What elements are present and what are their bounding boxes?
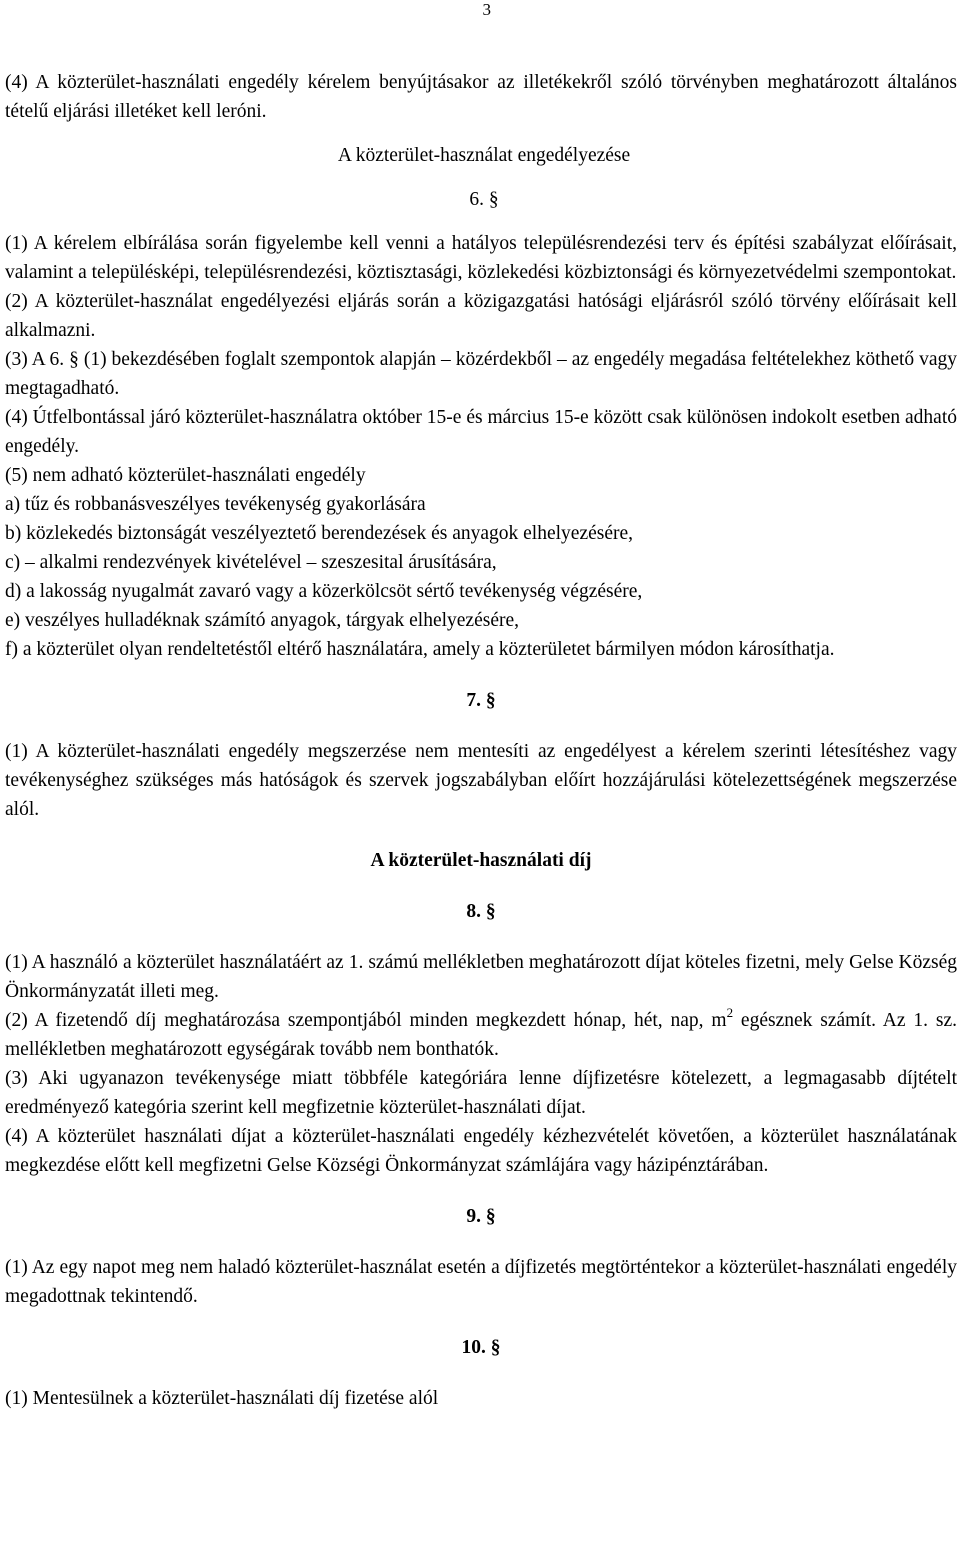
- section-6-paragraph-5: (5) nem adható közterület-használati engedély: [5, 465, 366, 486]
- section-10-heading: 10. §: [461, 1337, 501, 1358]
- document-body: [5, 68, 957, 1413]
- section-9-heading: 9. §: [466, 1206, 496, 1227]
- section-8-paragraph-1: (1) A használó a közterület használatáért az 1. számú mellékletben meghatározott díjat köteles fizetni, mely Gelse Község Önkormányzatát illeti meg.: [5, 952, 957, 1002]
- section-8-paragraph-2-text-a: (2) A fizetendő díj meghatározása szempontjából minden megkezdett hónap, hét, nap, m: [5, 1010, 727, 1031]
- section-8-paragraph-2: [5, 1006, 957, 1064]
- section-6-item-a: a) tűz és robbanásveszélyes tevékenység gyakorlására: [5, 494, 426, 515]
- section-9-paragraph-1: (1) Az egy napot meg nem haladó közterület-használat esetén a díjfizetés megtörténtekor a közterület-használati engedély megadottnak tekintendő.: [5, 1257, 957, 1307]
- section-6-item-d: d) a lakosság nyugalmát zavaró vagy a közerkölcsöt sértő tevékenység végzésére,: [5, 581, 643, 602]
- paragraph-intro-4: (4) A közterület-használati engedély kérelem benyújtásakor az illetékekről szóló törvényben meghatározott általános tételű eljárási illetéket kell leróni.: [5, 72, 957, 122]
- section-6-paragraph-4: (4) Útfelbontással járó közterület-használatra október 15-e és március 15-e között csak különösen indokolt esetben adható engedély.: [5, 407, 957, 457]
- chapter-heading-licensing: A közterület-használat engedélyezése: [337, 145, 631, 166]
- section-6-paragraph-1: (1) A kérelem elbírálása során figyelembe kell venni a hatályos településrendezési terv és építési szabályzat előírásait, valamint a településképi, településrendezési, köztisztasági, közlekedési közbiztonsági és környezetvédelmi szempontokat.: [5, 233, 957, 283]
- section-6-paragraph-3: (3) A 6. § (1) bekezdésében foglalt szempontok alapján – közérdekből – az engedély megadása feltételekhez köthető vagy megtagadható.: [5, 349, 957, 399]
- square-meter-superscript: 2: [726, 1005, 734, 1020]
- chapter-heading-fee: A közterület-használati díj: [370, 850, 592, 871]
- section-6-heading: 6. §: [469, 189, 499, 210]
- section-6-item-b: b) közlekedés biztonságát veszélyeztető berendezések és anyagok elhelyezésére,: [5, 523, 634, 544]
- section-8-paragraph-2-text-b: egésznek számít. Az 1. sz. mellékletben meghatározott egységárak tovább nem bonthatók.: [5, 1010, 957, 1060]
- section-8-paragraph-3: (3) Aki ugyanazon tevékenysége miatt többféle kategóriára lenne díjfizetésre kötelezett, a legmagasabb díjtételt eredményező kategória szerint kell megfizetnie közterület-használati díjat.: [5, 1068, 957, 1118]
- section-6-paragraph-2: (2) A közterület-használat engedélyezési eljárás során a közigazgatási hatósági eljárásról szóló törvény előírásait kell alkalmazni.: [5, 291, 957, 341]
- section-8-paragraph-4: (4) A közterület használati díjat a közterület-használati engedély kézhezvételét követően, a közterület használatának megkezdése előtt kell megfizetni Gelse Községi Önkormányzat számlájára vagy házipénztárában.: [5, 1126, 957, 1176]
- section-6-item-f: f) a közterület olyan rendeltetéstől eltérő használatára, amely a közterületet bármilyen módon károsíthatja.: [5, 639, 835, 660]
- section-10-paragraph-1: (1) Mentesülnek a közterület-használati díj fizetése alól: [5, 1388, 439, 1409]
- page-number: 3: [482, 0, 491, 19]
- section-8-heading: 8. §: [466, 901, 496, 922]
- section-7-heading: 7. §: [466, 690, 496, 711]
- section-6-item-c: c) – alkalmi rendezvények kivételével – szeszesital árusítására,: [5, 552, 497, 573]
- section-7-paragraph-1: (1) A közterület-használati engedély megszerzése nem mentesíti az engedélyest a kérelem szerinti létesítéshez vagy tevékenységhez szükséges más hatóságok és szervek jogszabályban előírt hozzájárulási kötelezettségének megszerzése alól.: [5, 741, 957, 820]
- section-6-item-e: e) veszélyes hulladéknak számító anyagok, tárgyak elhelyezésére,: [5, 610, 519, 631]
